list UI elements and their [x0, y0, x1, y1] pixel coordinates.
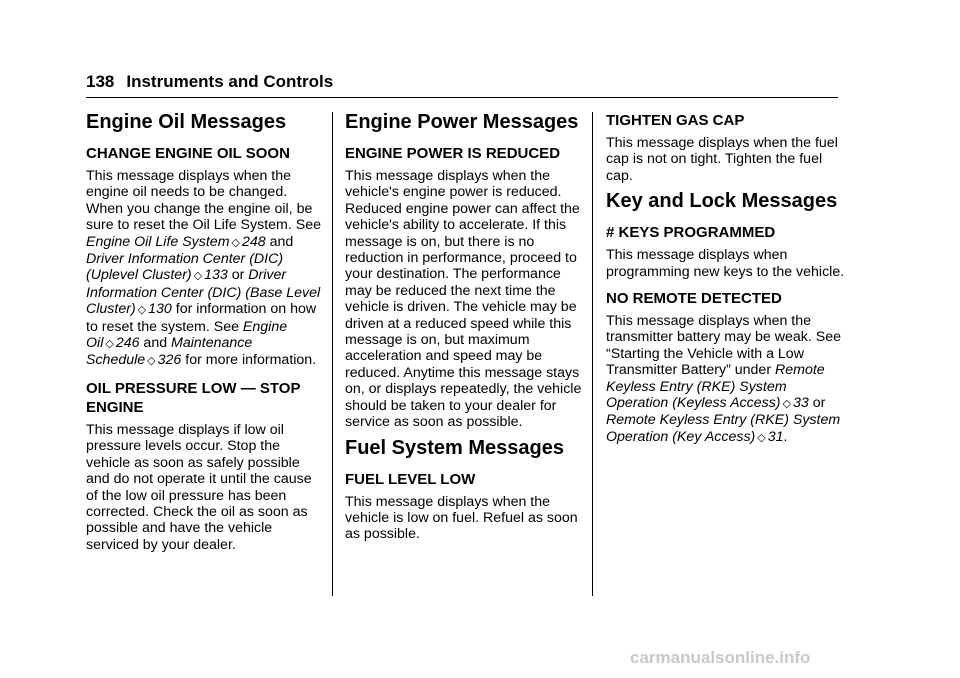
- link-maintenance-schedule[interactable]: Maintenance Schedule: [86, 335, 253, 369]
- column-divider-2: [592, 112, 593, 596]
- page-ref-number[interactable]: 31: [767, 428, 784, 445]
- paragraph-engine-power-reduced: This message displays when the vehicle's engine power is reduced. Reduced engine power can affect the vehicle's ability to accelerate. If this message is on, but there is no reduction in performance, proceed to your destination. The performance may be reduced the next time the vehicle is driven. The vehicle may be driven at a reduced speed while this message is on, but maximum acceleration and speed may be reduced. Anytime this message stays on, or displays repeatedly, the vehicle should be taken to your dealer for service as soon as possible.: [345, 168, 582, 431]
- text-run: .: [783, 428, 788, 445]
- text-run: for more information.: [181, 352, 317, 369]
- paragraph-no-remote-detected: [606, 313, 846, 446]
- link-dic-uplevel[interactable]: Driver Information Center (DIC) (Uplevel Cluster): [86, 251, 284, 284]
- page-ref-icon: ◇: [193, 270, 203, 283]
- subheading-fuel-level-low: FUEL LEVEL LOW: [345, 470, 476, 488]
- column-1: [86, 105, 326, 553]
- paragraph-tighten-gas-cap: This message displays when the fuel cap is not on tight. Tighten the fuel cap.: [606, 135, 838, 184]
- text-run: or: [808, 395, 826, 412]
- page-ref-number[interactable]: 133: [204, 267, 228, 284]
- link-rke-key-access[interactable]: Remote Keyless Entry (RKE) System Operation (Key Access): [606, 412, 841, 445]
- page-ref-number[interactable]: 33: [793, 395, 809, 412]
- subheading-oil-pressure-low: OIL PRESSURE LOW — STOP ENGINE: [86, 379, 301, 416]
- subheading-no-remote-detected: NO REMOTE DETECTED: [606, 290, 782, 308]
- column-divider-1: [332, 112, 333, 596]
- page-number: 138: [86, 72, 115, 91]
- subheading-keys-programmed: # KEYS PROGRAMMED: [606, 224, 776, 242]
- page-ref-icon: ◇: [231, 236, 240, 249]
- page-ref-number[interactable]: 326: [157, 352, 182, 369]
- page-header: [86, 72, 333, 92]
- paragraph-fuel-level-low: This message displays when the vehicle is low on fuel. Refuel as soon as possible.: [345, 493, 578, 543]
- page-ref-icon: ◇: [105, 338, 114, 351]
- column-2: [345, 105, 585, 543]
- page-ref-icon: ◇: [147, 355, 156, 368]
- page-ref-number[interactable]: 248: [242, 233, 266, 250]
- text-run: and: [265, 233, 294, 250]
- section-title-fuel-system: Fuel System Messages: [345, 436, 564, 459]
- text-run: or: [227, 267, 249, 284]
- page-ref-icon: ◇: [137, 304, 147, 317]
- section-title-engine-oil: Engine Oil Messages: [86, 111, 287, 133]
- link-engine-oil[interactable]: Engine Oil: [86, 318, 288, 352]
- subheading-change-engine-oil-soon: CHANGE ENGINE OIL SOON: [86, 145, 290, 162]
- page-ref-icon: ◇: [757, 431, 766, 444]
- section-title-engine-power: Engine Power Messages: [345, 111, 579, 133]
- paragraph-keys-programmed: This message displays when programming new keys to the vehicle.: [606, 247, 845, 280]
- section-title-key-and-lock: Key and Lock Messages: [606, 190, 838, 213]
- subheading-engine-power-reduced: ENGINE POWER IS REDUCED: [345, 145, 561, 162]
- watermark: carmanualsonline.info: [630, 648, 811, 667]
- header-rule: [86, 97, 838, 98]
- column-3: [606, 105, 846, 446]
- link-rke-keyless-access[interactable]: Remote Keyless Entry (RKE) System Operation (Keyless Access): [606, 362, 825, 412]
- subheading-tighten-gas-cap: TIGHTEN GAS CAP: [606, 112, 745, 129]
- text-run: This message displays when the transmitter battery may be weak. See “Starting the Vehicle with a Low Transmitter Battery” under: [606, 313, 841, 379]
- paragraph-change-engine-oil-soon: [86, 168, 326, 370]
- text-run: and: [139, 335, 172, 352]
- paragraph-oil-pressure-low: This message displays if low oil pressure levels occur. Stop the vehicle as soon as safely possible and do not operate it until the cause of the low oil pressure has been corrected. Check the oil as soon as possible and have the vehicle serviced by your dealer.: [86, 421, 312, 553]
- text-run: for information on how to reset the system. See: [86, 301, 317, 335]
- text-run: This message displays when the engine oil needs to be changed. When you change the engine oil, be sure to reset the Oil Life System. See: [86, 168, 321, 234]
- page-ref-number[interactable]: 130: [148, 301, 172, 318]
- page-ref-icon: ◇: [782, 398, 791, 411]
- page-header-title: Instruments and Controls: [126, 72, 334, 91]
- link-dic-base[interactable]: Driver Information Center (DIC) (Base Level Cluster): [86, 267, 321, 318]
- link-engine-oil-life-system[interactable]: Engine Oil Life System: [86, 233, 230, 250]
- page-ref-number[interactable]: 246: [115, 335, 140, 352]
